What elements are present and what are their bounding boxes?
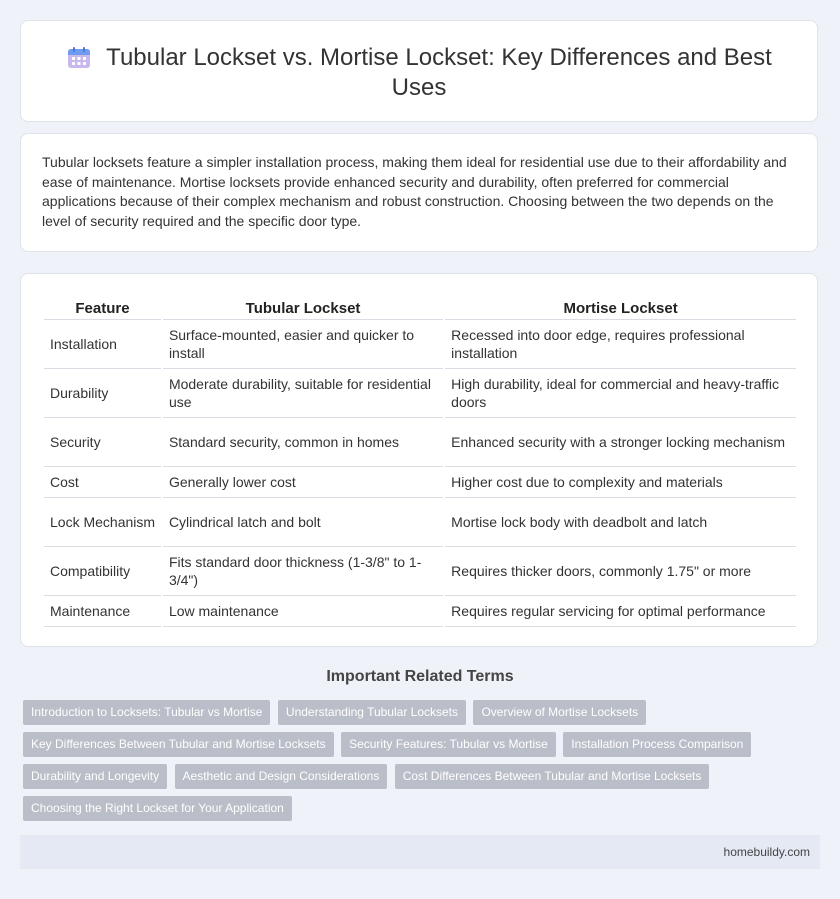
- related-term-tag[interactable]: Overview of Mortise Locksets: [473, 700, 646, 725]
- table-row: [44, 418, 796, 467]
- header-feature: Feature: [44, 294, 161, 320]
- related-terms-title: Important Related Terms: [326, 668, 514, 685]
- table-row: [44, 369, 796, 418]
- tubular-cell: Standard security, common in homes: [163, 418, 443, 467]
- mortise-cell: Requires regular servicing for optimal performance: [445, 596, 796, 627]
- related-term-tag[interactable]: Key Differences Between Tubular and Mortise Locksets: [23, 732, 334, 757]
- related-term-tag[interactable]: Cost Differences Between Tubular and Mortise Locksets: [395, 764, 710, 789]
- feature-cell: Security: [44, 418, 161, 467]
- mortise-cell: Higher cost due to complexity and materials: [445, 467, 796, 498]
- page-title: Tubular Lockset vs. Mortise Lockset: Key Differences and Best Uses: [106, 44, 772, 101]
- feature-cell: Durability: [44, 369, 161, 418]
- feature-cell: Installation: [44, 320, 161, 369]
- related-term-tag[interactable]: Introduction to Locksets: Tubular vs Mortise: [23, 700, 270, 725]
- footer: [20, 835, 820, 869]
- related-term-tag[interactable]: Security Features: Tubular vs Mortise: [341, 732, 556, 757]
- related-term-tag[interactable]: Installation Process Comparison: [563, 732, 751, 757]
- tubular-cell: Low maintenance: [163, 596, 443, 627]
- mortise-cell: High durability, ideal for commercial and heavy-traffic doors: [445, 369, 796, 418]
- calendar-icon: [66, 46, 92, 70]
- header-tubular: Tubular Lockset: [163, 294, 443, 320]
- title-card: [20, 20, 818, 122]
- table-row: [44, 547, 796, 596]
- table-row: [44, 596, 796, 627]
- footer-site-link[interactable]: homebuildy.com: [723, 845, 810, 859]
- mortise-cell: Mortise lock body with deadbolt and latch: [445, 498, 796, 547]
- table-header-row: [44, 294, 796, 320]
- mortise-cell: Enhanced security with a stronger locking mechanism: [445, 418, 796, 467]
- tubular-cell: Generally lower cost: [163, 467, 443, 498]
- mortise-cell: Recessed into door edge, requires professional installation: [445, 320, 796, 369]
- intro-paragraph: Tubular locksets feature a simpler installation process, making them ideal for residential use due to their affordability and ease of maintenance. Mortise locksets provide enhanced security and durability, often preferred for commercial applications because of their complex mechanism and robust construction. Choosing between the two depends on the level of security required and the specific door type.: [42, 154, 787, 229]
- tubular-cell: Moderate durability, suitable for residential use: [163, 369, 443, 418]
- related-term-tag[interactable]: Choosing the Right Lockset for Your Application: [23, 796, 292, 821]
- tubular-cell: Cylindrical latch and bolt: [163, 498, 443, 547]
- related-term-tag[interactable]: Durability and Longevity: [23, 764, 167, 789]
- mortise-cell: Requires thicker doors, commonly 1.75" or more: [445, 547, 796, 596]
- table-row: [44, 498, 796, 547]
- tubular-cell: Surface-mounted, easier and quicker to install: [163, 320, 443, 369]
- table-row: [44, 467, 796, 498]
- related-term-tag[interactable]: Aesthetic and Design Considerations: [175, 764, 388, 789]
- feature-cell: Maintenance: [44, 596, 161, 627]
- intro-card: [20, 133, 818, 252]
- feature-cell: Lock Mechanism: [44, 498, 161, 547]
- tubular-cell: Fits standard door thickness (1-3/8" to 1-3/4"): [163, 547, 443, 596]
- comparison-table-card: [20, 273, 818, 647]
- table-row: [44, 320, 796, 369]
- related-term-tag[interactable]: Understanding Tubular Locksets: [278, 700, 466, 725]
- header-mortise: Mortise Lockset: [445, 294, 796, 320]
- feature-cell: Compatibility: [44, 547, 161, 596]
- title-wrap: [21, 43, 817, 103]
- related-terms-list: [23, 700, 813, 828]
- comparison-table: [42, 294, 798, 627]
- feature-cell: Cost: [44, 467, 161, 498]
